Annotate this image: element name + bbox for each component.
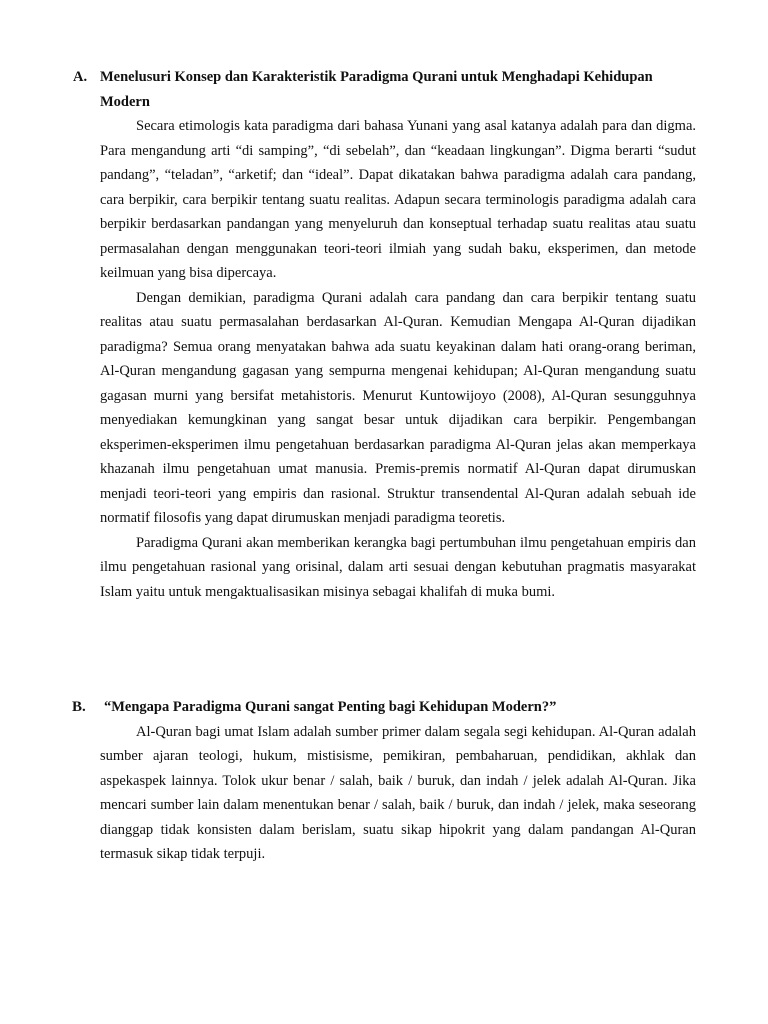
section-a-paragraph-1: Secara etimologis kata paradigma dari bahasa Yunani yang asal katanya adalah para dan digma. Para mengandung arti “di samping”, “di sebelah”, dan “keadaan lingkungan”. Digma berarti “sudut pandang”, “teladan”, “arketif; dan “ideal”. Dapat dikatakan bahwa paradigma adalah cara pandang, cara berpikir, cara berpikir tentang suatu realitas. Adapun secara terminologis paradigma adalah cara berpikir berdasarkan pandangan yang menyeluruh dan konseptual terhadap suatu realitas atau suatu permasalahan dengan menggunakan teori-teori ilmiah yang sudah baku, eksperimen, dan metode keilmuan yang bisa dipercaya. xyxy=(100,118,696,281)
section-b-title: “Mengapa Paradigma Qurani sangat Penting bagi Kehidupan Modern?” xyxy=(104,699,557,715)
section-b-paragraph-1: Al-Quran bagi umat Islam adalah sumber primer dalam segala segi kehidupan. Al-Quran adalah sumber ajaran teologi, hukum, mistisisme, pemikiran, pembaharuan, pendidikan, akhlak dan aspekaspek lainnya. Tolok ukur benar / salah, baik / buruk, dan indah / jelek adalah Al-Quran. Jika mencari sumber lain dalam menentukan benar / salah, baik / buruk, dan indah / jelek, maka seseorang dianggap tidak konsisten dalam berislam, suatu sikap hipokrit yang dalam pandangan Al-Quran termasuk sikap tidak terpuji. xyxy=(100,723,696,862)
section-a-paragraph-3: Paradigma Qurani akan memberikan kerangka bagi pertumbuhan ilmu pengetahuan empiris dan ilmu pengetahuan rasional yang orisinal, dalam arti sesuai dengan kebutuhan pragmatis masyarakat Islam yaitu untuk mengaktualisasikan misinya sebagai khalifah di muka bumi. xyxy=(100,534,696,600)
section-a-heading xyxy=(0,65,768,114)
section-a xyxy=(0,65,768,604)
section-a-paragraph-2: Dengan demikian, paradigma Qurani adalah cara pandang dan cara berpikir tentang suatu realitas atau suatu permasalahan berdasarkan Al-Quran. Kemudian Mengapa Al-Quran dijadikan paradigma? Semua orang menyatakan bahwa ada suatu keyakinan dalam hati orang-orang beriman, Al-Quran mengandung gagasan yang sempurna mengenai kehidupan; Al-Quran mengandung suatu gagasan murni yang bersifat metahistoris. Menurut Kuntowijoyo (2008), Al-Quran sesungguhnya menyediakan kemungkinan yang sangat besar untuk dijadikan cara berpikir. Pengembangan eksperimen-eksperimen ilmu pengetahuan berdasarkan paradigma Al-Quran jelas akan memperkaya khazanah ilmu pengetahuan umat manusia. Premis-premis normatif Al-Quran dapat dirumuskan menjadi teori-teori yang empiris dan rasional. Struktur transendental Al-Quran adalah sebuah ide normatif filosofis yang dapat dirumuskan menjadi paradigma teoretis. xyxy=(100,289,696,526)
section-b-number: B. xyxy=(72,699,86,715)
section-a-number: A. xyxy=(73,69,88,85)
section-b-heading xyxy=(0,695,768,720)
section-b xyxy=(0,695,768,867)
section-a-title: Menelusuri Konsep dan Karakteristik Paradigma Qurani untuk Menghadapi Kehidupan Modern xyxy=(100,69,653,110)
